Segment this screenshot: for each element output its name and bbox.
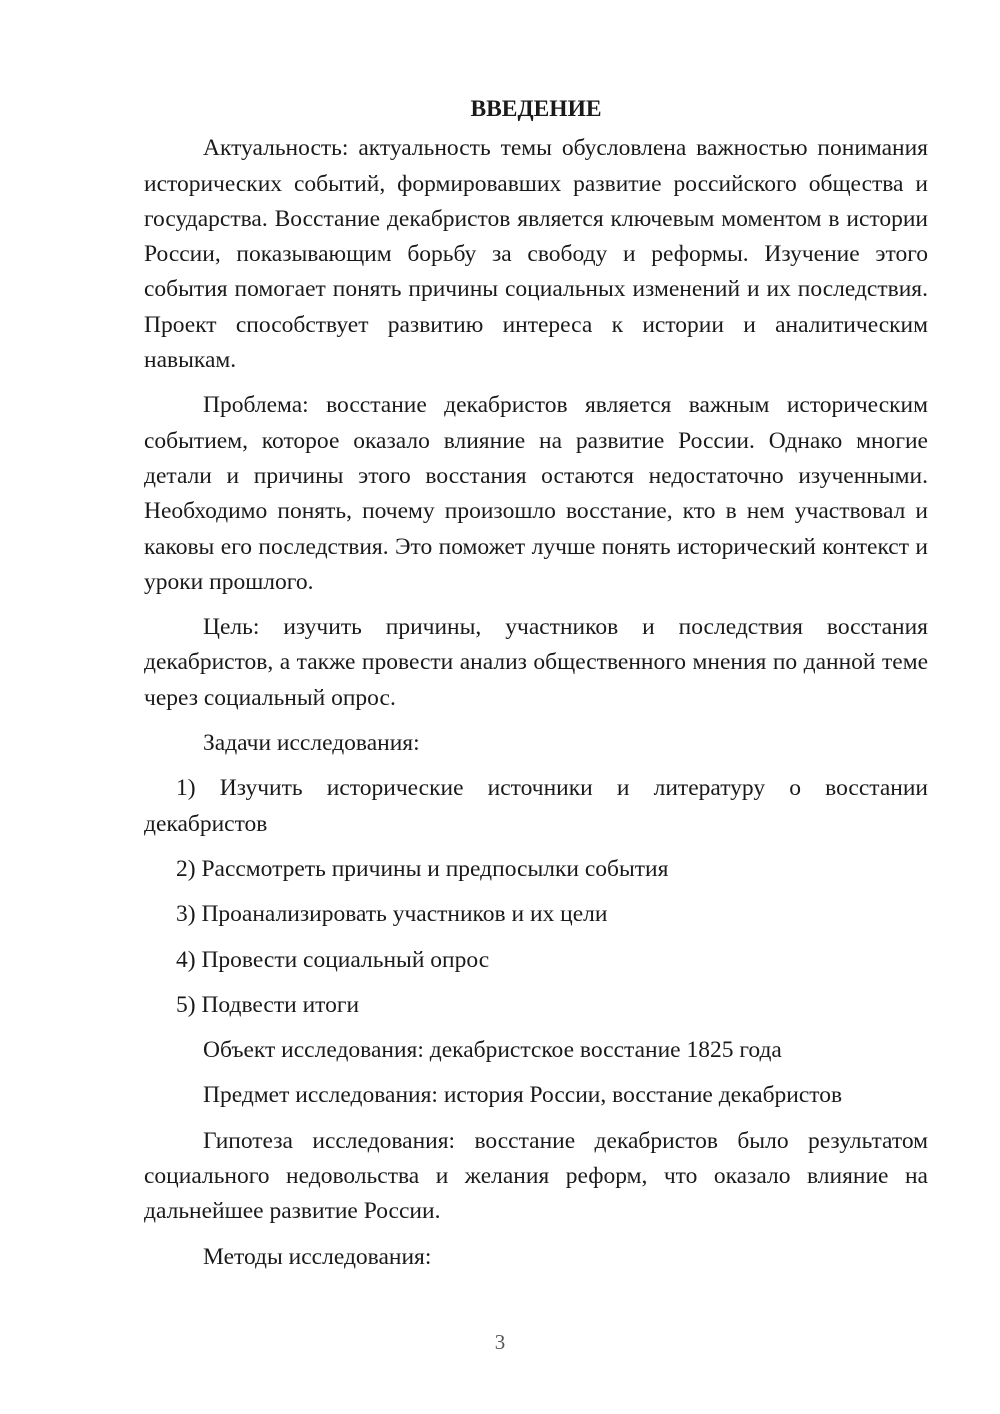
- methods-heading: Методы исследования:: [203, 1243, 432, 1270]
- list-item: 5) Подвести итоги: [176, 991, 360, 1018]
- paragraph-object: Объект исследования: декабристское восстание 1825 года: [203, 1037, 782, 1064]
- document-title: ВВЕДЕНИЕ: [470, 96, 602, 122]
- paragraph-hypothesis: Гипотеза исследования: восстание декабристов было результатом социального недовольства и желания реформ, что оказало влияние на дальнейшее развитие России.: [144, 1127, 928, 1225]
- paragraph-subject: Предмет исследования: история России, восстание декабристов: [203, 1082, 843, 1109]
- list-item: 3) Проанализировать участников и их цели: [176, 901, 608, 928]
- paragraph-relevance: Актуальность: актуальность темы обусловлена важностью понимания исторических событий, формировавших развитие российского общества и государства. Восстание декабристов является ключевым моментом в истории России, показывающим борьбу за свободу и реформы. Изучение этого события помогает понять причины социальных изменений и их последствия. Проект способствует развитию интереса к истории и аналитическим навыкам.: [144, 135, 928, 374]
- tasks-heading: Задачи исследования:: [203, 730, 420, 757]
- list-item: 4) Провести социальный опрос: [176, 946, 490, 973]
- list-item: 1) Изучить исторические источники и литературу о восстании декабристов: [144, 775, 928, 837]
- paragraph-problem: Проблема: восстание декабристов является важным историческим событием, которое оказало влияние на развитие России. Однако многие детали и причины этого восстания остаются недостаточно изученными. Необходимо понять, почему произошло восстание, кто в нем участвовал и каковы его последствия. Это поможет лучше понять исторический контекст и уроки прошлого.: [144, 392, 928, 595]
- paragraph-goal: Цель: изучить причины, участников и последствия восстания декабристов, а также провести анализ общественного мнения по данной теме через социальный опрос.: [144, 614, 928, 711]
- page-number: 3: [494, 1330, 506, 1354]
- document-page: [144, 92, 928, 1275]
- list-item: 2) Рассмотреть причины и предпосылки события: [176, 855, 669, 882]
- tasks-list: [144, 771, 928, 1023]
